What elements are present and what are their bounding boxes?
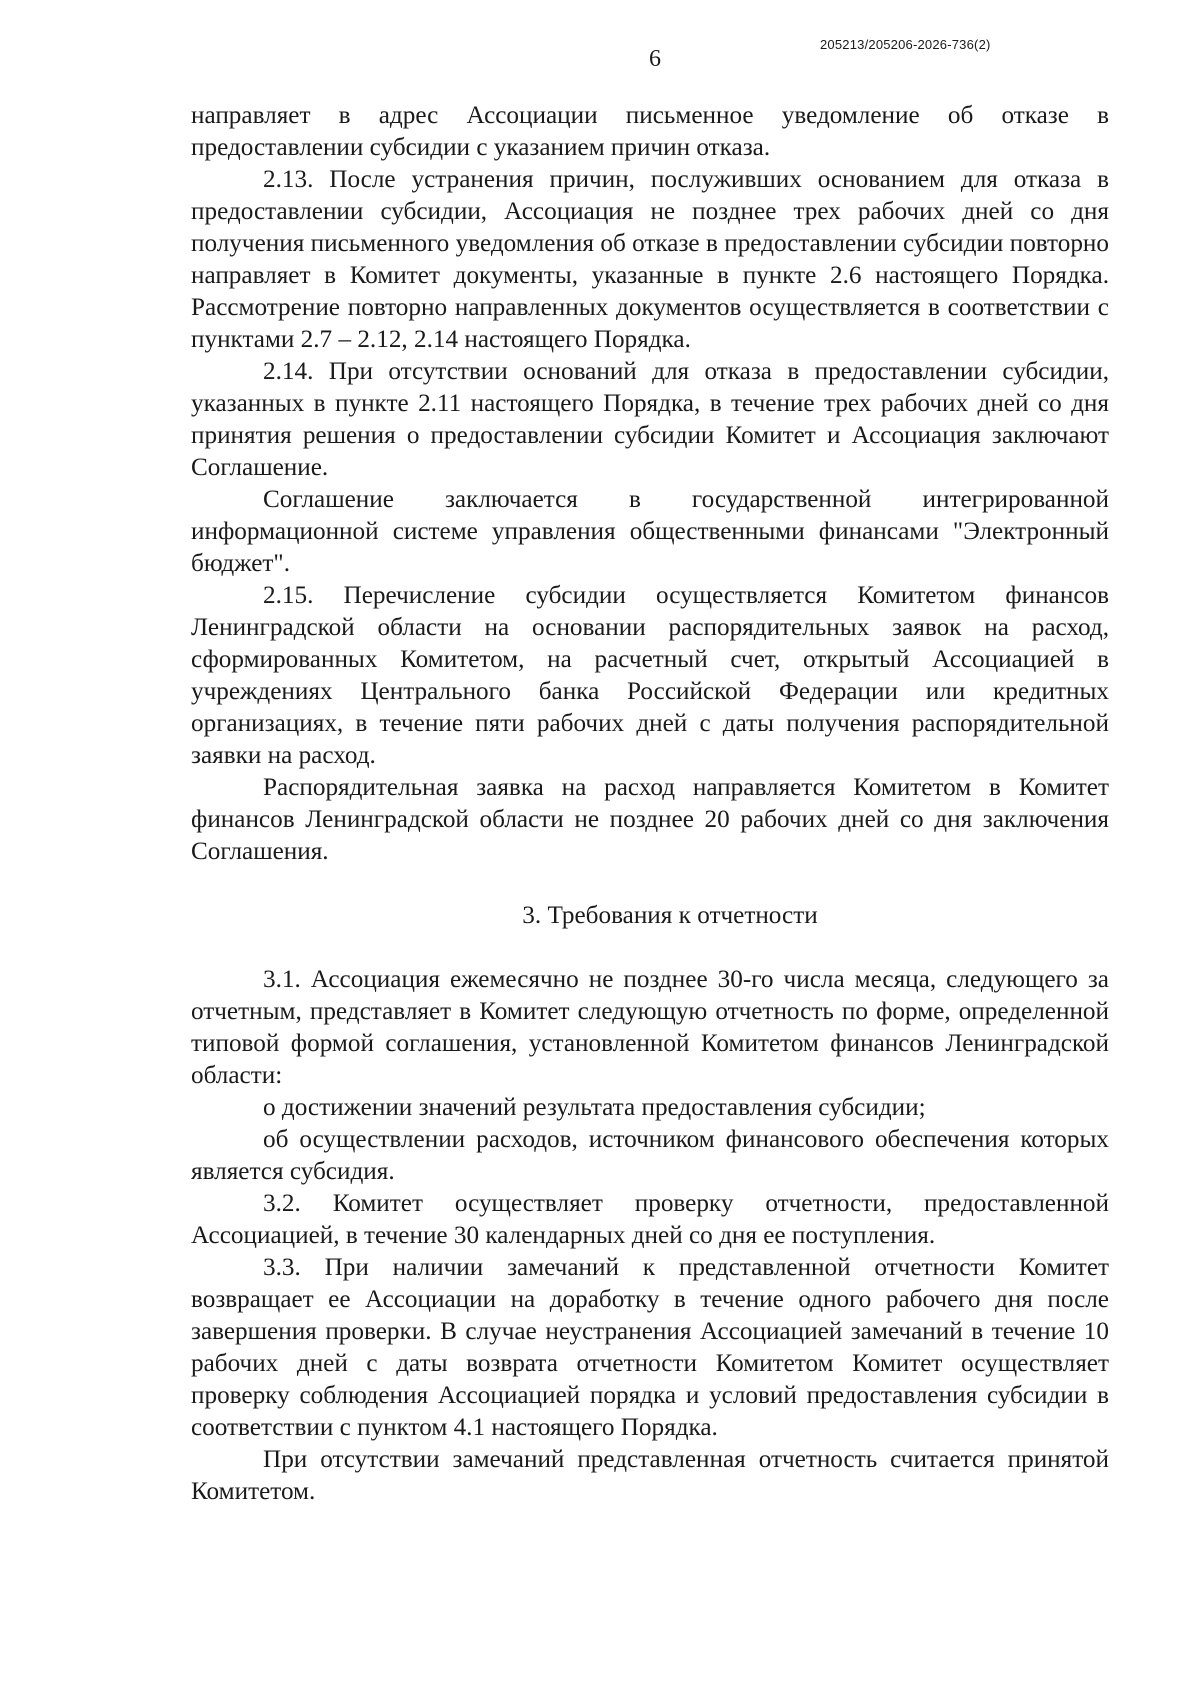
document-body [191,100,1109,1508]
paragraph: направляет в адрес Ассоциации письменное уведомление об отказе в предоставлении субсидии с указанием причин отказа. [191,102,1109,161]
paragraph-agreement: Соглашение заключается в государственной интегрированной информационной системе управления общественными финансами "Электронный бюджет". [191,486,1109,577]
paragraph-3-3: 3.3. При наличии замечаний к представленной отчетности Комитет возвращает ее Ассоциации на доработку в течение одного рабочего дня после завершения проверки. В случае неустранения Ассоциацией замечаний в течение 10 рабочих дней с даты возврата отчетности Комитетом Комитет осуществляет проверку соблюдения Ассоциацией порядка и условий предоставления субсидии в соответствии с пунктом 4.1 настоящего Порядка. [191,1254,1109,1441]
paragraph-expense-request: Распорядительная заявка на расход направляется Комитетом в Комитет финансов Ленинградской области не позднее 20 рабочих дней со дня заключения Соглашения. [191,774,1109,865]
paragraph-3-2: 3.2. Комитет осуществляет проверку отчетности, предоставленной Ассоциацией, в течение 30 календарных дней со дня ее поступления. [191,1190,1109,1249]
list-item: об осуществлении расходов, источником финансового обеспечения которых является субсидия. [191,1126,1109,1185]
paragraph-final: При отсутствии замечаний представленная отчетность считается принятой Комитетом. [191,1446,1109,1505]
paragraph-2-15: 2.15. Перечисление субсидии осуществляется Комитетом финансов Ленинградской области на основании распорядительных заявок на расход, сформированных Комитетом, на расчетный счет, открытый Ассоциацией в учреждениях Центрального банка Российской Федерации или кредитных организациях, в течение пяти рабочих дней с даты получения распорядительной заявки на расход. [191,582,1109,769]
list-item: о достижении значений результата предоставления субсидии; [263,1094,926,1121]
section-heading: 3. Требования к отчетности [522,902,818,929]
page-number: 6 [649,46,661,72]
paragraph-3-1: 3.1. Ассоциация ежемесячно не позднее 30-го числа месяца, следующего за отчетным, представляет в Комитет следующую отчетность по форме, определенной типовой формой соглашения, установленной Комитетом финансов Ленинградской области: [191,966,1109,1089]
paragraph-2-14: 2.14. При отсутствии оснований для отказа в предоставлении субсидии, указанных в пункте 2.11 настоящего Порядка, в течение трех рабочих дней со дня принятия решения о предоставлении субсидии Комитет и Ассоциация заключают Соглашение. [191,358,1109,481]
document-id: 205213/205206-2026-736(2) [820,37,991,52]
paragraph-2-13: 2.13. После устранения причин, послуживших основанием для отказа в предоставлении субсидии, Ассоциация не позднее трех рабочих дней со дня получения письменного уведомления об отказе в предоставлении субсидии повторно направляет в Комитет документы, указанные в пункте 2.6 настоящего Порядка. Рассмотрение повторно направленных документов осуществляется в соответствии с пунктами 2.7 – 2.12, 2.14 настоящего Порядка. [191,166,1109,353]
